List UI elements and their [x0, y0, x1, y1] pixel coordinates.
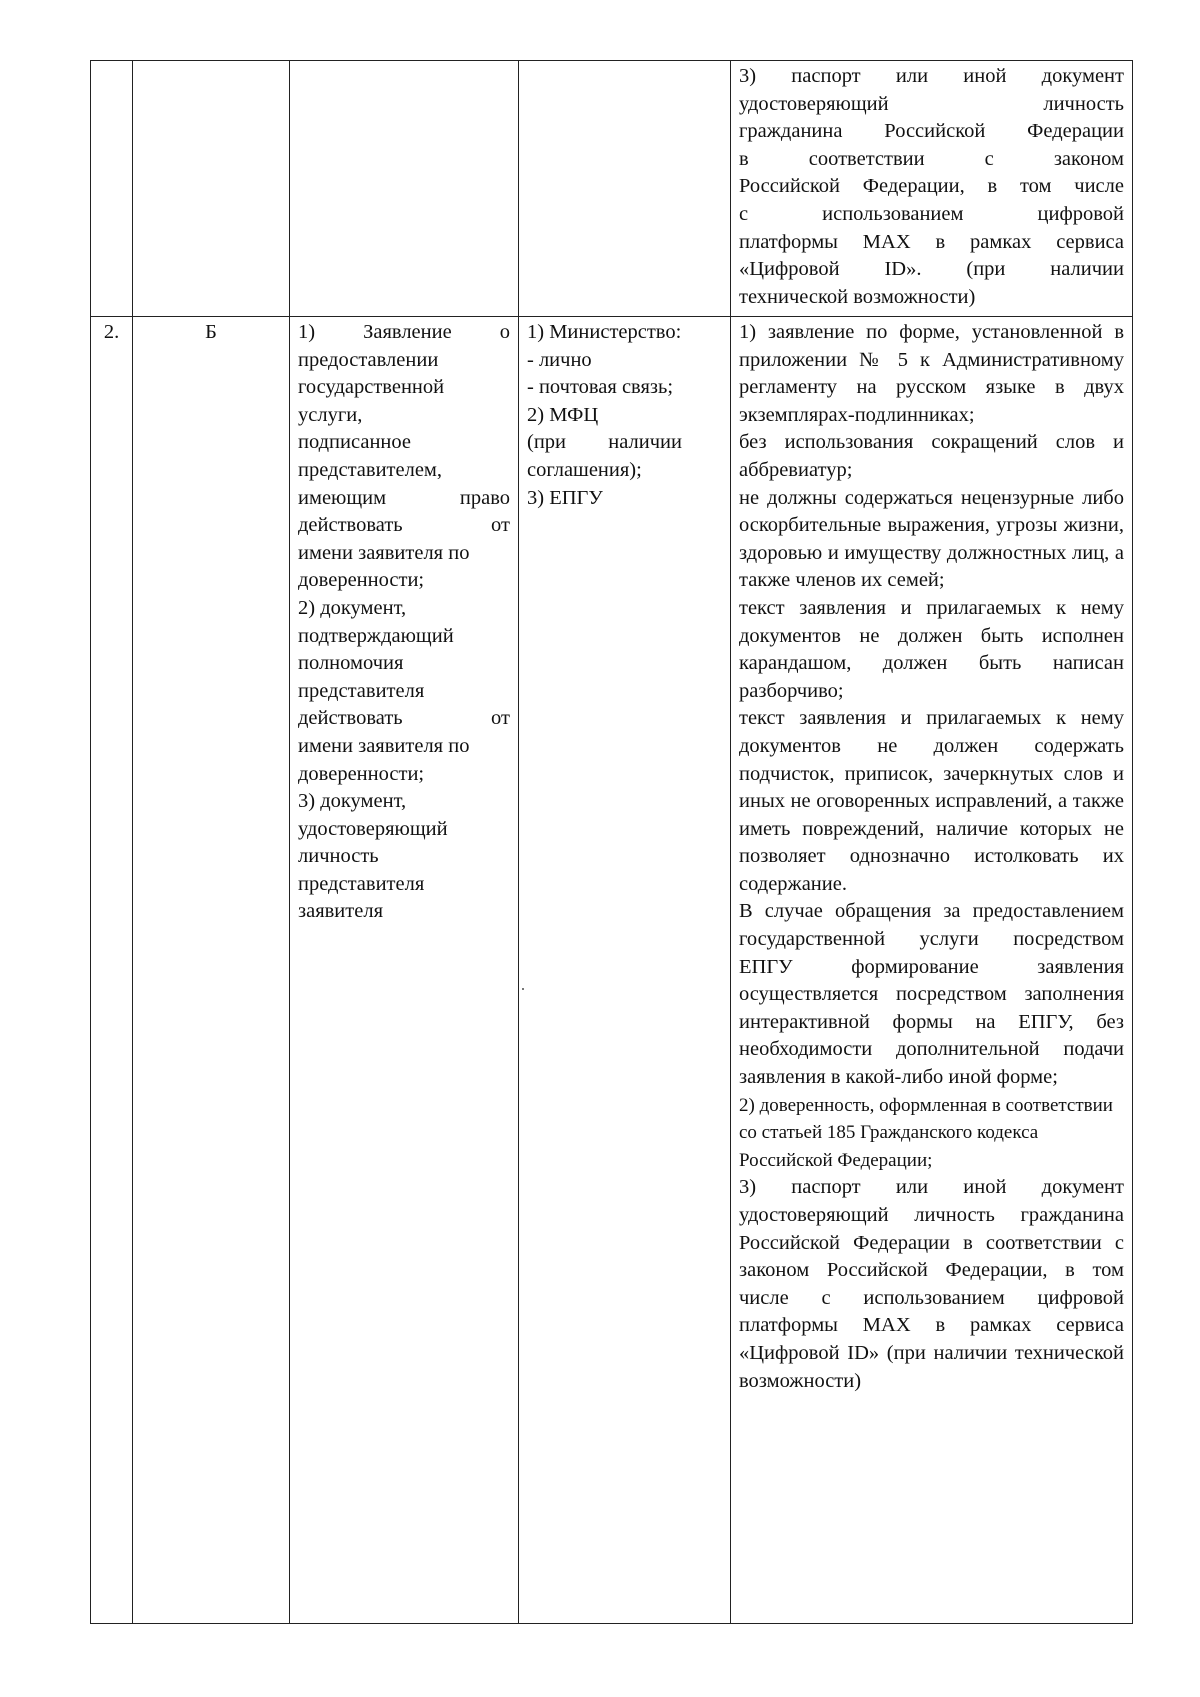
- submission-line: - лично: [527, 348, 592, 371]
- doc-line: заявителя: [298, 900, 383, 923]
- doc-line: имени заявителя по: [298, 734, 470, 757]
- req-paragraph: В случае обращения за предоставлением государственной услуги посредством ЕПГУ формирование заявления осуществляется посредством заполнения интерактивной формы на ЕПГУ, без необходимости дополнительной подачи заявления в какой-либо иной форме;: [739, 900, 1124, 1089]
- doc-line: предоставлении: [298, 348, 439, 371]
- doc-line: действовать от: [298, 707, 510, 730]
- submission-line: 3) ЕПГУ: [527, 486, 603, 509]
- row1-req-line: гражданина Российской Федерации: [739, 120, 1124, 143]
- doc-line: доверенности;: [298, 762, 425, 785]
- doc-line: 3) документ,: [298, 790, 407, 813]
- req-paragraph: 2) доверенность, оформленная в соответствии со статьей 185 Гражданского кодекса Российской Федерации;: [739, 1094, 1113, 1171]
- row1-number-cell: [91, 61, 133, 317]
- doc-line: полномочия: [298, 652, 404, 675]
- doc-line: услуги,: [298, 403, 363, 426]
- submission-line: 1) Министерство:: [527, 321, 682, 343]
- scan-speck: [522, 988, 524, 990]
- row1-category-cell: [133, 61, 290, 317]
- doc-line: 1) Заявление о: [298, 321, 510, 343]
- doc-line: подписанное: [298, 431, 411, 454]
- row1-req-line: Российской Федерации, в том числе: [739, 175, 1124, 198]
- table-row: [91, 317, 1133, 1624]
- doc-line: доверенности;: [298, 569, 425, 592]
- doc-line: имени заявителя по: [298, 541, 470, 564]
- doc-line: личность: [298, 845, 379, 868]
- req-paragraph: 1) заявление по форме, установленной в приложении № 5 к Административному регламенту на русском языке в двух экземплярах-подлинниках;: [739, 321, 1124, 426]
- row1-req-line: в соответствии с законом: [739, 147, 1124, 170]
- doc-line: имеющим право: [298, 486, 510, 509]
- req-paragraph: текст заявления и прилагаемых к нему документов не должен содержать подчисток, приписок, зачеркнутых слов и иных не оговоренных исправлений, а также иметь повреждений, наличие которых не позволяет однозначно истолковать их содержание.: [739, 707, 1124, 895]
- row1-req-line: с использованием цифровой: [739, 202, 1124, 225]
- row1-req-line: 3) паспорт или иной документ удостоверяющий личность: [739, 65, 1124, 115]
- submission-line: соглашения);: [527, 458, 642, 481]
- row1-req-line: платформы MAX в рамках сервиса: [739, 230, 1124, 253]
- row1-req-line: «Цифровой ID». (при наличии: [739, 258, 1124, 281]
- doc-line: 2) документ,: [298, 596, 407, 619]
- req-paragraph: не должны содержаться нецензурные либо оскорбительные выражения, угрозы жизни, здоровью и имуществу должностных лиц, а также членов их семей;: [739, 486, 1124, 592]
- row1-requirements-cell: [731, 61, 1133, 317]
- doc-line: удостоверяющий: [298, 817, 448, 840]
- submission-line: - почтовая связь;: [527, 376, 674, 399]
- table-row: [91, 61, 1133, 317]
- doc-line: представителя: [298, 872, 425, 895]
- submission-line: (при наличии: [527, 431, 682, 454]
- row2-documents-cell: [290, 317, 519, 1624]
- doc-line: представителем,: [298, 458, 443, 481]
- row2-number-cell: 2.: [91, 317, 133, 1624]
- doc-line: действовать от: [298, 514, 510, 537]
- doc-line: государственной: [298, 376, 445, 399]
- row1-documents-cell: [290, 61, 519, 317]
- row2-requirements-cell: [731, 317, 1133, 1624]
- doc-line: подтверждающий: [298, 624, 454, 647]
- doc-line: представителя: [298, 679, 425, 702]
- row2-category-cell: Б: [133, 317, 290, 1624]
- row1-req-line: технической возможности): [739, 285, 976, 308]
- row1-submission-cell: [519, 61, 731, 317]
- row2-submission-cell: [519, 317, 731, 1624]
- submission-line: 2) МФЦ: [527, 403, 599, 426]
- req-paragraph: 3) паспорт или иной документ удостоверяющий личность гражданина Российской Федерации в соответствии с законом Российской Федерации, в том числе с использованием цифровой платформы MAX в рамках сервиса «Цифровой ID» (при наличии технической возможности): [739, 1176, 1124, 1392]
- requirements-table: [90, 60, 1133, 1624]
- req-paragraph: текст заявления и прилагаемых к нему документов не должен быть исполнен карандашом, должен быть написан разборчиво;: [739, 596, 1124, 702]
- req-paragraph: без использования сокращений слов и аббревиатур;: [739, 431, 1124, 481]
